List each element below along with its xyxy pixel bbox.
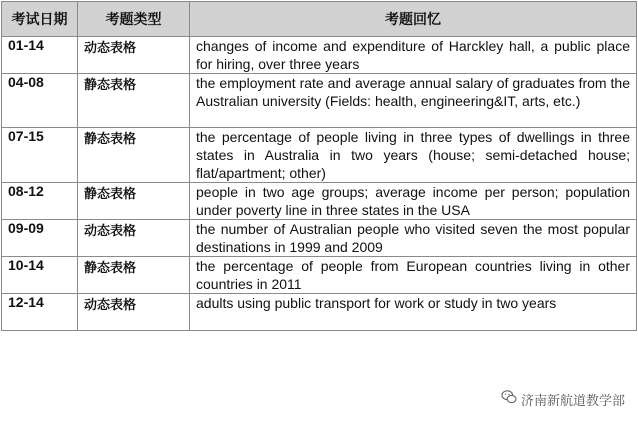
table-row xyxy=(2,220,637,257)
wechat-watermark xyxy=(498,388,628,410)
row-type: 动态表格 xyxy=(78,220,190,257)
row-date: 08-12 xyxy=(2,183,78,220)
row-date: 12-14 xyxy=(2,294,78,331)
row-description: changes of income and expenditure of Harckley hall, a public place for hiring, over three years xyxy=(190,37,637,74)
row-date: 04-08 xyxy=(2,74,78,128)
table-row xyxy=(2,294,637,331)
row-description: the percentage of people living in three types of dwellings in three states in Australia in two years (house; semi-detached house; flat/apartment; other) xyxy=(190,128,637,183)
table-header-row xyxy=(2,2,637,37)
exam-table xyxy=(1,1,637,331)
row-date: 09-09 xyxy=(2,220,78,257)
row-type: 动态表格 xyxy=(78,294,190,331)
row-date: 10-14 xyxy=(2,257,78,294)
row-description: the employment rate and average annual salary of graduates from the Australian university (Fields: health, engineering&IT, arts, etc.) xyxy=(190,74,637,128)
row-date: 01-14 xyxy=(2,37,78,74)
table-row xyxy=(2,74,637,128)
row-type: 静态表格 xyxy=(78,128,190,183)
header-question-type: 考题类型 xyxy=(78,2,190,37)
header-question-recall: 考题回忆 xyxy=(190,2,637,37)
table-row xyxy=(2,257,637,294)
row-type: 动态表格 xyxy=(78,37,190,74)
header-exam-date: 考试日期 xyxy=(2,2,78,37)
row-description: the percentage of people from European countries living in other countries in 2011 xyxy=(190,257,637,294)
table-row xyxy=(2,128,637,183)
row-type: 静态表格 xyxy=(78,183,190,220)
row-type: 静态表格 xyxy=(78,74,190,128)
row-description: people in two age groups; average income per person; population under poverty line in three states in the USA xyxy=(190,183,637,220)
row-date: 07-15 xyxy=(2,128,78,183)
table-row xyxy=(2,183,637,220)
watermark-text: 济南新航道教学部 xyxy=(520,393,625,409)
row-description: adults using public transport for work or study in two years xyxy=(190,294,637,331)
wechat-icon xyxy=(501,389,517,409)
table-row xyxy=(2,37,637,74)
row-type: 静态表格 xyxy=(78,257,190,294)
row-description: the number of Australian people who visited seven the most popular destinations in 1999 and 2009 xyxy=(190,220,637,257)
